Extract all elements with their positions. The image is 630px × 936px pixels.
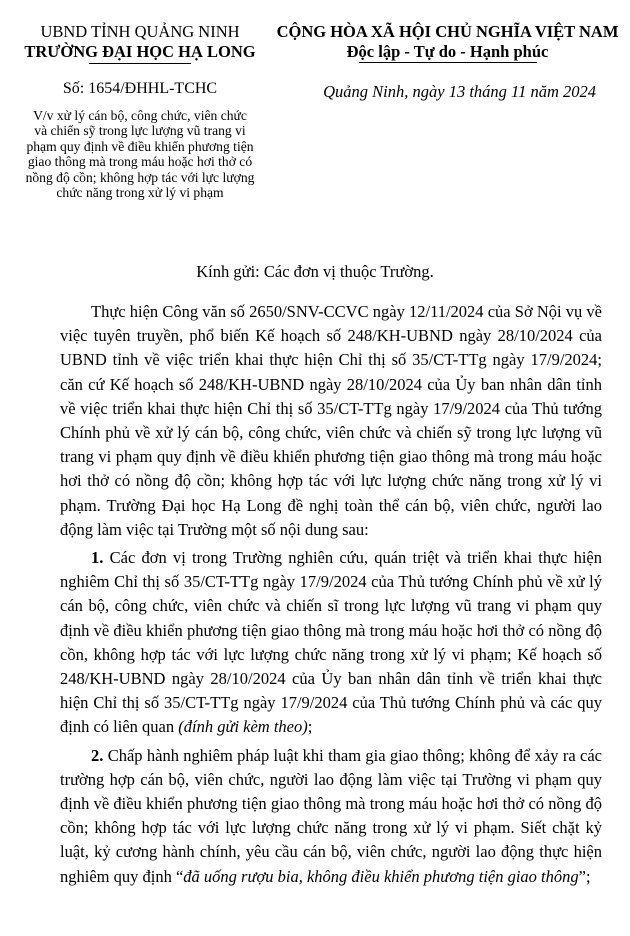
greeting: Kính gửi: Các đơn vị thuộc Trường.	[196, 262, 434, 281]
motto-underline	[359, 62, 537, 63]
national-heading-block	[275, 22, 620, 63]
item-2-paragraph	[60, 744, 602, 889]
document-subject: V/v xử lý cán bộ, công chức, viên chức và chiến sỹ trong lực lượng vũ trang vi phạm quy định về điều khiển phương tiện giao thông mà trong máu hoặc hơi thở có nồng độ cồn; không hợp tác với lực lượng chức năng trong xử lý vi phạm	[25, 108, 255, 201]
national-motto: Độc lập - Tự do - Hạnh phúc	[346, 42, 549, 61]
document-number: Số: 1654/ĐHHL-TCHC	[62, 80, 218, 97]
issuing-organization: TRƯỜNG ĐẠI HỌC HẠ LONG	[24, 42, 256, 61]
item-2-quote: đã uống rượu bia, không điều khiển phương tiện giao thông	[183, 866, 579, 886]
document-body	[60, 300, 602, 893]
item-2-end: ”;	[578, 866, 591, 886]
item-1-paragraph	[60, 546, 602, 740]
date-line: Quảng Ninh, ngày 13 tháng 11 năm 2024	[323, 82, 596, 101]
item-1-end: ;	[307, 717, 313, 737]
issuer-underline	[89, 63, 191, 64]
item-1-attachment-note: (đính gửi kèm theo)	[178, 717, 308, 737]
item-1-number: 1.	[91, 548, 104, 568]
national-title: CỘNG HÒA XÃ HỘI CHỦ NGHĨA VIỆT NAM	[276, 22, 619, 41]
parent-organization: UBND TỈNH QUẢNG NINH	[40, 22, 240, 41]
issuer-block	[20, 22, 260, 64]
item-1-text: Các đơn vị trong Trường nghiên cứu, quán triệt và triển khai thực hiện nghiêm Chỉ thị số 35/CT-TTg ngày 17/9/2024 của Thủ tướng Chính phủ về xử lý cán bộ, công chức, viên chức và chiến sĩ trong lực lượng vũ trang vi phạm quy định về điều khiển phương tiện giao thông mà trong máu hoặc hơi thở có nồng độ cồn, không hợp tác với lực lượng chức năng trong xử lý vi phạm; Kế hoạch số 248/KH-UBND ngày 28/10/2024 của Ủy ban nhân dân tỉnh về triển khai thực hiện Chỉ thị số 35/CT-TTg ngày 17/9/2024 của Thủ tướng Chính phủ và các quy định có liên quan	[60, 548, 603, 737]
intro-paragraph: Thực hiện Công văn số 2650/SNV-CCVC ngày 12/11/2024 của Sở Nội vụ về việc tuyên truyền, phổ biến Kế hoạch số 248/KH-UBND ngày 28/10/2024 của UBND tỉnh về việc triển khai thực hiện Chỉ thị số 35/CT-TTg ngày 17/9/2024; căn cứ Kế hoạch số 248/KH-UBND ngày 28/10/2024 của Ủy ban nhân dân tỉnh về việc triển khai thực hiện Chỉ thị số 35/CT-TTg ngày 17/9/2024 của Thủ tướng Chính phủ về xử lý cán bộ, công chức, viên chức và chiến sỹ trong lực lượng vũ trang vi phạm quy định về điều khiển phương tiện giao thông mà trong máu hoặc hơi thở có nồng độ cồn; không hợp tác với lực lượng chức năng trong xử lý vi phạm. Trường Đại học Hạ Long đề nghị toàn thể cán bộ, viên chức, người lao động làm việc tại Trường một số nội dung sau:	[60, 302, 602, 539]
item-2-text: Chấp hành nghiêm pháp luật khi tham gia giao thông; không để xảy ra các trường hợp cán bộ, viên chức, người lao động làm việc tại Trường vi phạm quy định về điều khiển phương tiện giao thông mà trong máu hoặc hơi thở có nồng độ cồn; không hợp tác với lực lượng chức năng trong xử lý vi phạm. Siết chặt kỷ luật, kỷ cương hành chính, yêu cầu cán bộ, viên chức, người lao động thực hiện nghiêm quy định “	[60, 745, 602, 886]
item-2-number: 2.	[91, 745, 104, 765]
